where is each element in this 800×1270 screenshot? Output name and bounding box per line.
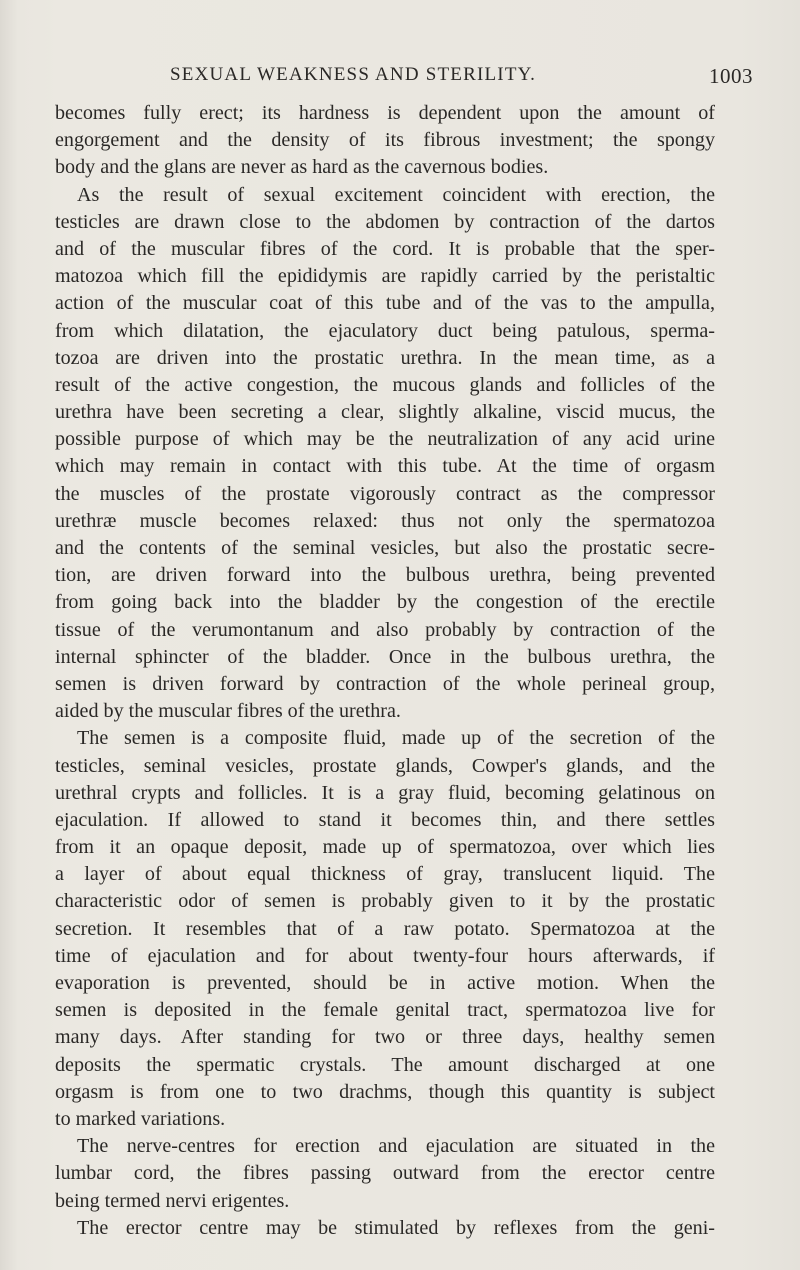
text-line: ejaculation. If allowed to stand it becomes thin, and there settles	[55, 808, 715, 831]
text-line: a layer of about equal thickness of gray, translucent liquid. The	[55, 863, 715, 886]
text-line: evaporation is prevented, should be in active motion. When the	[55, 972, 715, 994]
text-line: result of the active congestion, the mucous glands and follicles of the	[55, 373, 715, 396]
text-line: and the contents of the seminal vesicles, but also the prostatic secre-	[55, 537, 715, 559]
text-line: urethra have been secreting a clear, slightly alkaline, viscid mucus, the	[55, 401, 715, 424]
text-line: possible purpose of which may be the neutralization of any acid urine	[55, 428, 715, 451]
page-header	[0, 64, 800, 92]
text-line: tissue of the verumontanum and also probably by contraction of the	[55, 618, 715, 641]
text-line: testicles, seminal vesicles, prostate glands, Cowper's glands, and the	[55, 754, 715, 777]
text-line: many days. After standing for two or three days, healthy semen	[55, 1026, 715, 1049]
text-line: secretion. It resembles that of a raw potato. Spermatozoa at the	[55, 917, 715, 940]
text-line: and of the muscular fibres of the cord. It is probable that the sper-	[55, 237, 715, 260]
text-line: being termed nervi erigentes.	[55, 1189, 290, 1212]
text-line: internal sphincter of the bladder. Once in the bulbous urethra, the	[55, 645, 715, 668]
text-line: from it an opaque deposit, made up of spermatozoa, over which lies	[55, 836, 715, 859]
page-number: 1003	[709, 64, 753, 88]
text-line: urethral crypts and follicles. It is a gray fluid, becoming gelatinous on	[55, 781, 715, 804]
text-line: aided by the muscular fibres of the urethra.	[55, 700, 401, 723]
text-line: which may remain in contact with this tube. At the time of orgasm	[55, 455, 715, 478]
text-line: testicles are drawn close to the abdomen by contraction of the dartos	[55, 210, 715, 233]
text-line: tion, are driven forward into the bulbous urethra, being prevented	[55, 564, 715, 587]
text-line: deposits the spermatic crystals. The amount discharged at one	[55, 1053, 715, 1076]
text-line: semen is driven forward by contraction of the whole perineal group,	[55, 672, 715, 695]
text-line: action of the muscular coat of this tube and of the vas to the ampulla,	[55, 292, 715, 315]
running-title: SEXUAL WEAKNESS AND STERILITY.	[170, 64, 537, 85]
body-text	[55, 100, 715, 1242]
text-line: orgasm is from one to two drachms, though this quantity is subject	[55, 1080, 715, 1103]
text-line: tozoa are driven into the prostatic urethra. In the mean time, as a	[55, 346, 715, 369]
text-line: semen is deposited in the female genital tract, spermatozoa live for	[55, 999, 715, 1022]
text-line: to marked variations.	[55, 1107, 226, 1130]
text-line: from which dilatation, the ejaculatory duct being patulous, sperma-	[55, 319, 715, 342]
paragraph-start-line: The semen is a composite fluid, made up of the secretion of the	[77, 727, 715, 750]
text-line: characteristic odor of semen is probably given to it by the prostatic	[55, 890, 715, 913]
text-line: urethræ muscle becomes relaxed: thus not only the spermatozoa	[55, 509, 715, 532]
text-line: lumbar cord, the fibres passing outward from the erector centre	[55, 1162, 715, 1185]
text-line: from going back into the bladder by the congestion of the erectile	[55, 591, 715, 614]
text-line: body and the glans are never as hard as the cavernous bodies.	[55, 156, 549, 179]
text-line: matozoa which fill the epididymis are rapidly carried by the peristaltic	[55, 265, 715, 288]
text-line: becomes fully erect; its hardness is dependent upon the amount of	[55, 102, 715, 124]
text-line: the muscles of the prostate vigorously contract as the compressor	[55, 482, 715, 505]
paragraph-start-line: The nerve-centres for erection and ejaculation are situated in the	[77, 1135, 715, 1158]
paragraph-start-line: The erector centre may be stimulated by reflexes from the geni-	[77, 1216, 715, 1239]
text-line: time of ejaculation and for about twenty-four hours afterwards, if	[55, 944, 715, 967]
text-line: engorgement and the density of its fibrous investment; the spongy	[55, 129, 715, 152]
paragraph-start-line: As the result of sexual excitement coincident with erection, the	[77, 183, 715, 206]
